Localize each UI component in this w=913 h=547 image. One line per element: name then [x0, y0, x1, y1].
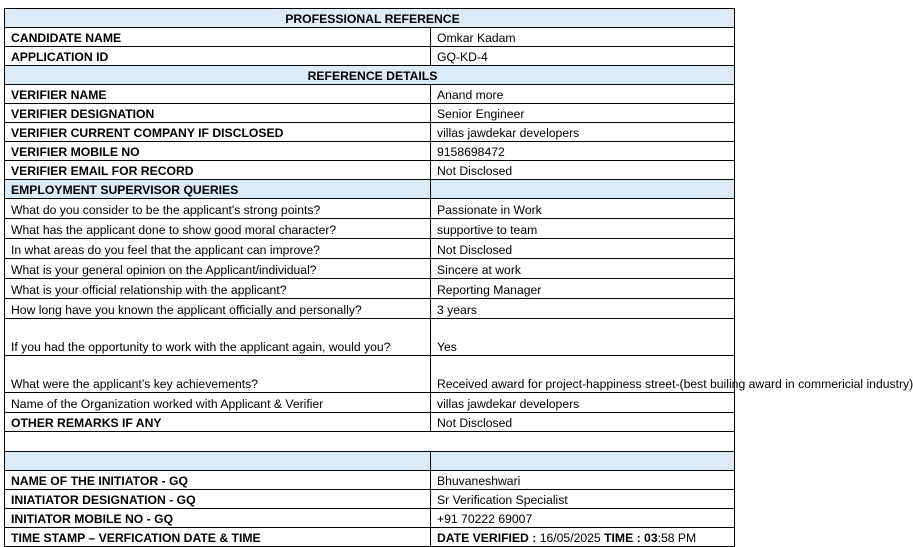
table-row	[5, 490, 735, 509]
time-value: :58 PM	[657, 531, 697, 545]
verifier-company-value: villas jawdekar developers	[431, 123, 735, 142]
verifier-company-label: VERIFIER CURRENT COMPANY IF DISCLOSED	[5, 123, 431, 142]
verifier-email-label: VERIFIER EMAIL FOR RECORD	[5, 161, 431, 180]
query-known-duration: How long have you known the applicant officially and personally?	[5, 299, 431, 319]
timestamp-label: TIME STAMP – VERFICATION DATE & TIME	[5, 528, 431, 547]
initiator-mobile-value: +91 70222 69007	[431, 509, 735, 528]
table-row	[5, 104, 735, 123]
answer-known-duration: 3 years	[431, 299, 735, 319]
answer-moral-character: supportive to team	[431, 219, 735, 239]
table-row	[5, 393, 735, 413]
page-title: PROFESSIONAL REFERENCE	[5, 9, 735, 28]
verifier-name-value: Anand more	[431, 85, 735, 104]
query-relationship: What is your official relationship with the applicant?	[5, 279, 431, 299]
table-row	[5, 509, 735, 528]
blank-row	[5, 432, 735, 452]
table-row	[5, 219, 735, 239]
table-row	[5, 528, 735, 547]
date-verified-label: DATE VERIFIED :	[437, 531, 537, 545]
professional-reference-table	[4, 8, 913, 547]
answer-strong-points: Passionate in Work	[431, 199, 735, 219]
answer-organization: villas jawdekar developers	[431, 393, 735, 413]
answer-work-again: Yes	[431, 319, 735, 356]
query-moral-character: What has the applicant done to show good moral character?	[5, 219, 431, 239]
initiator-designation-value: Sr Verification Specialist	[431, 490, 735, 509]
query-strong-points: What do you consider to be the applicant's strong points?	[5, 199, 431, 219]
query-improve-areas: In what areas do you feel that the applicant can improve?	[5, 239, 431, 259]
candidate-name-label: CANDIDATE NAME	[5, 28, 431, 47]
table-row	[5, 259, 735, 279]
verifier-mobile-value: 9158698472	[431, 142, 735, 161]
query-work-again: If you had the opportunity to work with the applicant again, would you?	[5, 319, 431, 356]
verifier-email-value: Not Disclosed	[431, 161, 735, 180]
query-general-opinion: What is your general opinion on the Applicant/individual?	[5, 259, 431, 279]
answer-key-achievements: Received award for project-happiness street-(best builing award in commericial industry)	[431, 356, 735, 393]
blank-band-row	[5, 452, 735, 471]
queries-title-blank	[431, 180, 735, 199]
queries-title: EMPLOYMENT SUPERVISOR QUERIES	[5, 180, 431, 199]
table-row	[5, 413, 735, 432]
table-row	[5, 356, 735, 393]
table-row	[5, 319, 735, 356]
query-organization: Name of the Organization worked with Applicant & Verifier	[5, 393, 431, 413]
verifier-designation-value: Senior Engineer	[431, 104, 735, 123]
answer-relationship: Reporting Manager	[431, 279, 735, 299]
table-row	[5, 123, 735, 142]
answer-improve-areas: Not Disclosed	[431, 239, 735, 259]
table-row	[5, 161, 735, 180]
blank-cell	[5, 432, 735, 452]
blank-band-left	[5, 452, 431, 471]
table-row	[5, 471, 735, 490]
table-row	[5, 279, 735, 299]
date-verified-value: 16/05/2025	[539, 531, 601, 545]
other-remarks-value: Not Disclosed	[431, 413, 735, 432]
timestamp-value	[431, 528, 735, 547]
table-row	[5, 299, 735, 319]
blank-band-right	[431, 452, 735, 471]
table-row	[5, 47, 735, 66]
candidate-name-value: Omkar Kadam	[431, 28, 735, 47]
table-row	[5, 28, 735, 47]
application-id-label: APPLICATION ID	[5, 47, 431, 66]
initiator-name-value: Bhuvaneshwari	[431, 471, 735, 490]
other-remarks-label: OTHER REMARKS IF ANY	[5, 413, 431, 432]
application-id-value: GQ-KD-4	[431, 47, 735, 66]
verifier-designation-label: VERIFIER DESIGNATION	[5, 104, 431, 123]
initiator-name-label: NAME OF THE INITIATOR - GQ	[5, 471, 431, 490]
initiator-designation-label: INIATIATOR DESIGNATION - GQ	[5, 490, 431, 509]
reference-details-title: REFERENCE DETAILS	[5, 66, 735, 85]
table-row	[5, 239, 735, 259]
verifier-mobile-label: VERIFIER MOBILE NO	[5, 142, 431, 161]
table-row	[5, 199, 735, 219]
table-row	[5, 142, 735, 161]
query-key-achievements: What were the applicant’s key achievements?	[5, 356, 431, 393]
table-row	[5, 85, 735, 104]
time-label: TIME : 03	[604, 531, 658, 545]
verifier-name-label: VERIFIER NAME	[5, 85, 431, 104]
initiator-mobile-label: INITIATOR MOBILE NO - GQ	[5, 509, 431, 528]
answer-general-opinion: Sincere at work	[431, 259, 735, 279]
